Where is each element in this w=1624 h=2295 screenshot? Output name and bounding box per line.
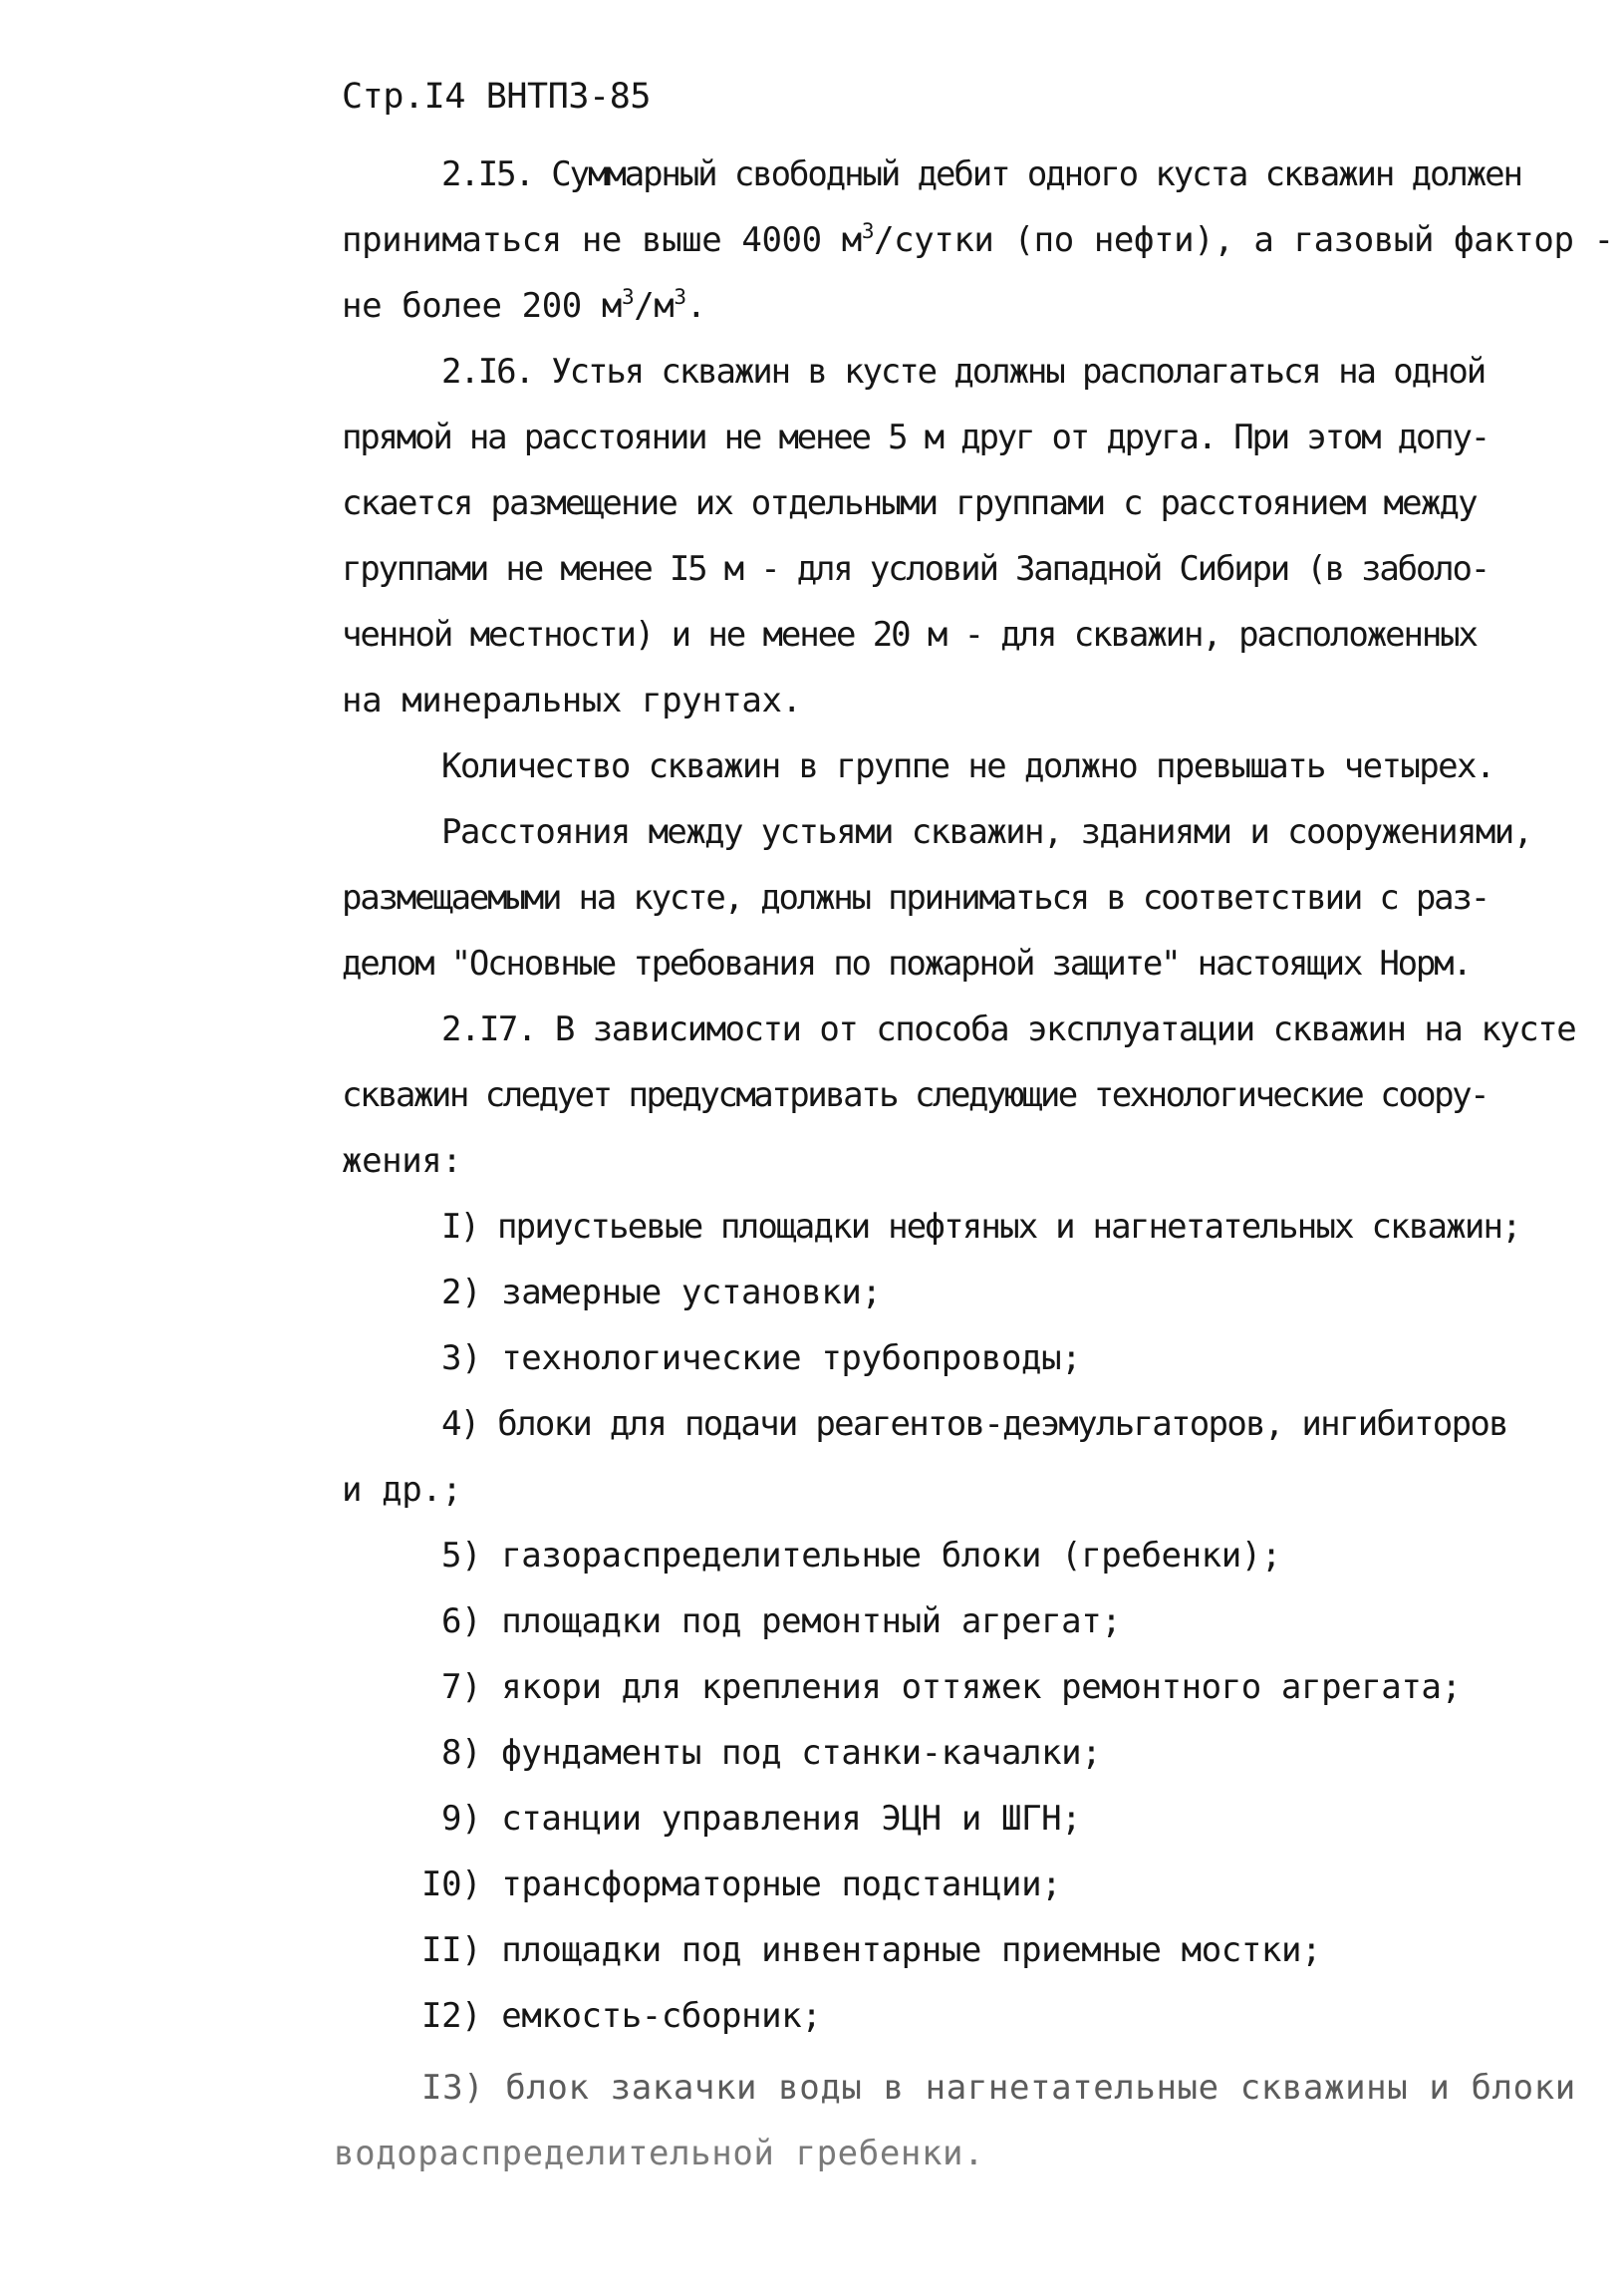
text-run: не более 200 м [342, 286, 622, 326]
para-2-15-line-3 [342, 285, 710, 326]
text-run: /м [634, 286, 675, 326]
list-item-6: 6) площадки под ремонтный агрегат; [441, 1601, 1122, 1641]
text-run: приниматься не выше 4000 м [342, 220, 862, 260]
text-run: /сутки (по нефти), а газовый фактор - [874, 220, 1614, 260]
list-item-13-line-1: I3) блок закачки воды в нагнетательные скважины и блоки [421, 2068, 1576, 2108]
superscript: 3 [674, 285, 686, 309]
list-item-2: 2) замерные установки; [441, 1273, 882, 1312]
list-item-10: I0) трансформаторные подстанции; [421, 1865, 1062, 1904]
para-2-16-line-1: 2.I6. Устья скважин в кусте должны располагаться на одной [441, 352, 1486, 392]
para-2-16-line-4: группами не менее I5 м - для условий Западной Сибири (в заболо- [342, 549, 1489, 589]
para-well-count: Количество скважин в группе не должно превышать четырех. [441, 746, 1494, 786]
para-2-17-line-3: жения: [342, 1141, 462, 1181]
para-2-16-line-3: скается размещение их отдельными группами с расстоянием между [342, 483, 1477, 523]
page-header: Стр.I4 ВНТПЗ-85 [342, 77, 652, 117]
list-item-12: I2) емкость-сборник; [421, 1996, 822, 2036]
para-2-17-line-2: скважин следует предусматривать следующие технологические соору- [342, 1075, 1489, 1115]
text-run: . [685, 286, 706, 326]
para-2-15-line-2 [342, 219, 1614, 260]
list-item-13-line-2: водораспределительной гребенки. [334, 2134, 985, 2173]
superscript: 3 [621, 285, 635, 309]
list-item-8: 8) фундаменты под станки-качалки; [441, 1733, 1102, 1773]
list-item-7: 7) якори для крепления оттяжек ремонтного агрегата; [441, 1667, 1462, 1707]
list-item-11: II) площадки под инвентарные приемные мостки; [421, 1930, 1322, 1970]
para-2-17-line-1: 2.I7. В зависимости от способа эксплуатации скважин на кусте [441, 1009, 1576, 1049]
para-2-16-line-2: прямой на расстоянии не менее 5 м друг от друга. При этом допу- [342, 418, 1489, 457]
para-2-16-line-5: ченной местности) и не менее 20 м - для скважин, расположенных [342, 615, 1477, 655]
para-distances-line-2: размещаемыми на кусте, должны приниматься в соответствии с раз- [342, 878, 1489, 918]
para-distances-line-1: Расстояния между устьями скважин, зданиями и сооружениями, [441, 812, 1532, 852]
list-item-9: 9) станции управления ЭЦН и ШГН; [441, 1799, 1082, 1839]
para-2-15-line-1: 2.I5. Суммарный свободный дебит одного куста скважин должен [441, 154, 1521, 194]
list-item-4-line-1: 4) блоки для подачи реагентов-деэмульгаторов, ингибиторов [441, 1404, 1507, 1444]
list-item-1: I) приустьевые площадки нефтяных и нагнетательных скважин; [441, 1207, 1520, 1247]
para-distances-line-3: делом "Основные требования по пожарной защите" настоящих Норм. [342, 944, 1471, 984]
list-item-5: 5) газораспределительные блоки (гребенки); [441, 1536, 1281, 1576]
para-2-16-line-6: на минеральных грунтах. [342, 681, 802, 720]
superscript: 3 [861, 219, 875, 243]
list-item-3: 3) технологические трубопроводы; [441, 1338, 1082, 1378]
list-item-4-line-2: и др.; [342, 1470, 462, 1510]
